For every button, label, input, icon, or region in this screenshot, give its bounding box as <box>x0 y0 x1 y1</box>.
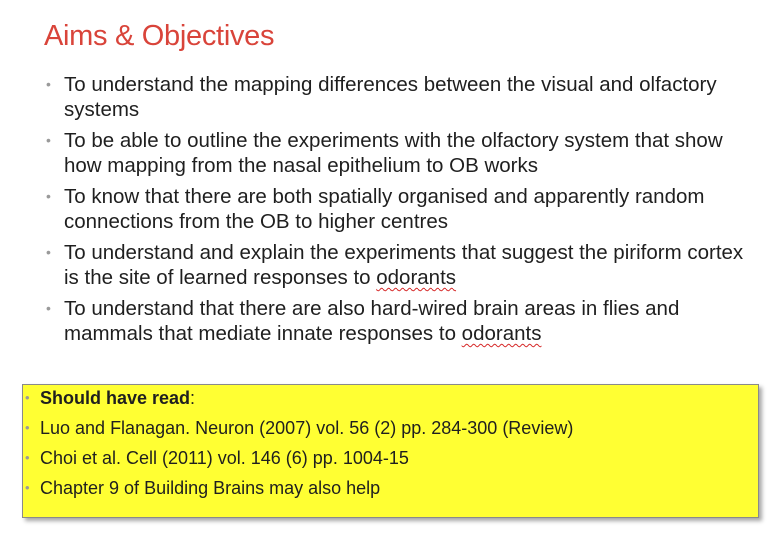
reading-item <box>23 477 758 499</box>
objective-text: To be able to outline the experiments with the olfactory system that show how mapping from the nasal epithelium to OB works <box>64 129 723 177</box>
reading-box <box>22 384 759 518</box>
objective-item <box>44 128 760 178</box>
reading-item <box>23 417 758 439</box>
objective-item <box>44 296 760 346</box>
objective-item <box>44 240 760 290</box>
bullet-icon: • <box>25 420 30 435</box>
bullet-icon: • <box>46 188 51 204</box>
reading-heading-item <box>23 387 758 409</box>
bullet-icon: • <box>46 76 51 92</box>
bullet-icon: • <box>25 480 30 495</box>
bullet-icon: • <box>46 132 51 148</box>
reading-item <box>23 447 758 469</box>
slide-title: Aims & Objectives <box>44 20 275 52</box>
reading-heading-colon: : <box>190 388 196 408</box>
bullet-icon: • <box>25 390 30 405</box>
objectives-list <box>44 72 760 352</box>
bullet-icon: • <box>46 244 51 260</box>
spellcheck-flagged-word[interactable]: odorants <box>461 322 542 345</box>
objective-text: To understand that there are also hard-wired brain areas in flies and mammals that mediate innate responses to <box>64 297 680 345</box>
reading-item-text: Chapter 9 of Building Brains may also help <box>40 478 381 498</box>
objective-item <box>44 72 760 122</box>
reading-list <box>23 387 758 507</box>
objective-text: To understand and explain the experiments that suggest the piriform cortex is the site of learned responses to <box>64 241 744 289</box>
bullet-icon: • <box>25 450 30 465</box>
spellcheck-flagged-word[interactable]: odorants <box>376 266 457 289</box>
objective-text: To know that there are both spatially organised and apparently random connections from the OB to higher centres <box>64 185 705 233</box>
objective-text: To understand the mapping differences between the visual and olfactory systems <box>64 73 717 121</box>
reading-heading: Should have read <box>40 388 191 408</box>
objective-item <box>44 184 760 234</box>
bullet-icon: • <box>46 300 51 316</box>
reading-item-text: Choi et al. Cell (2011) vol. 146 (6) pp. 1004-15 <box>40 448 409 468</box>
reading-item-text: Luo and Flanagan. Neuron (2007) vol. 56 (2) pp. 284-300 (Review) <box>40 418 574 438</box>
